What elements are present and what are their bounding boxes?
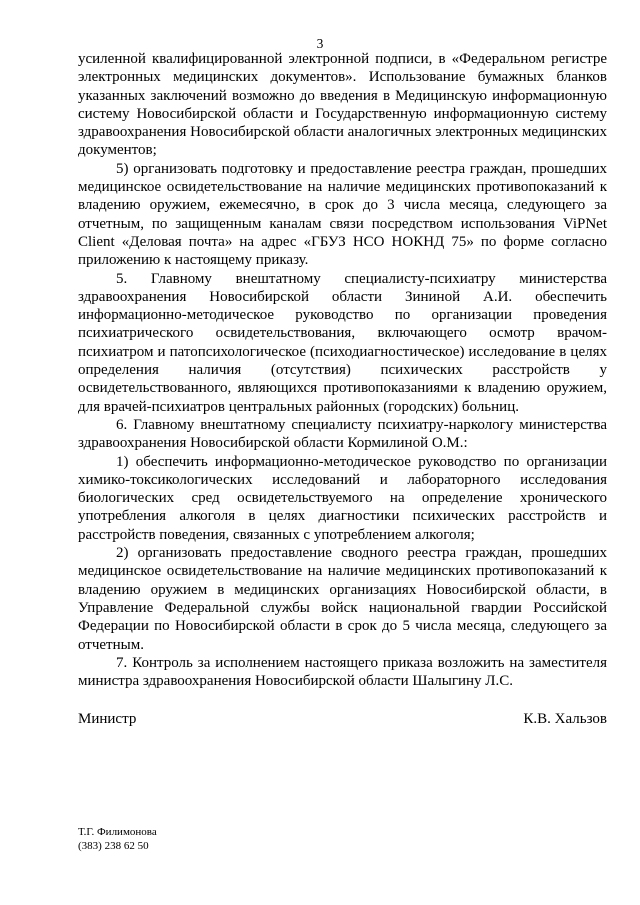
paragraph-clause-6-item-2: 2) организовать предоставление сводного реестра граждан, прошедших медицинское освидетельствование на наличие медицинских противопоказаний к владению оружием в медицинских организациях Новосибирской области, в Управление Федеральной службы войск национальной гвардии Российской Федерации по Новосибирской области в срок до 5 числа месяца, следующего за отчетным. [78, 545, 607, 653]
paragraph-clause-5: 5. Главному внештатному специалисту-психиатру министерства здравоохранения Новосибирской области Зининой А.И. обеспечить информационно-методическое руководство по организации проведения психиатрического освидетельствования, включающего осмотр врачом-психиатром и патопсихологическое (психодиагностическое) исследование в целях определения наличия (отсутствия) психических расстройств у освидетельствованного, являющихся противопоказаниями к владению оружием, для врачей-психиатров центральных районных (городских) больниц. [78, 270, 607, 415]
page-number: 3 [316, 36, 324, 51]
executor-name: Т.Г. Филимонова [78, 826, 157, 838]
signatory-title: Министр [78, 711, 137, 727]
signatory-name: К.В. Хальзов [523, 711, 607, 727]
paragraph-clause-7: 7. Контроль за исполнением настоящего приказа возложить на заместителя министра здравоохранения Новосибирской области Шалыгину Л.С. [78, 654, 607, 690]
executor-phone: (383) 238 62 50 [78, 839, 149, 852]
signature-block [78, 710, 607, 730]
executor-block [78, 826, 157, 853]
paragraph-clause-6-item-1: 1) обеспечить информационно-методическое руководство по организации химико-токсикологических исследований и лабораторного исследования биологических сред освидетельствуемого на определение хронического употребления алкоголя в целях диагностики психических расстройств и расстройств поведения, связанных с употреблением алкоголя; [78, 453, 607, 543]
paragraph-item-5-registry: 5) организовать подготовку и предоставление реестра граждан, прошедших медицинское освидетельствование на наличие медицинских противопоказаний к владению оружием, ежемесячно, в срок до 3 числа месяца, следующего за отчетным, по защищенным каналам связи посредством использования ViPNet Client «Деловая почта» на адрес «ГБУЗ НСО НОКНД 75» по форме согласно приложению к настоящему приказу. [78, 160, 607, 269]
paragraph-continuation: усиленной квалифицированной электронной подписи, в «Федеральном регистре электронных медицинских документов». Использование бумажных бланков указанных заключений возможно до введения в Медицинскую информационную систему Новосибирской области и Государственную информационную систему здравоохранения Новосибирской области аналогичных электронных медицинских документов; [78, 51, 607, 159]
document-body [78, 50, 607, 690]
paragraph-clause-6: 6. Главному внештатному специалисту психиатру-наркологу министерства здравоохранения Новосибирской области Кормилиной О.М.: [78, 416, 607, 452]
